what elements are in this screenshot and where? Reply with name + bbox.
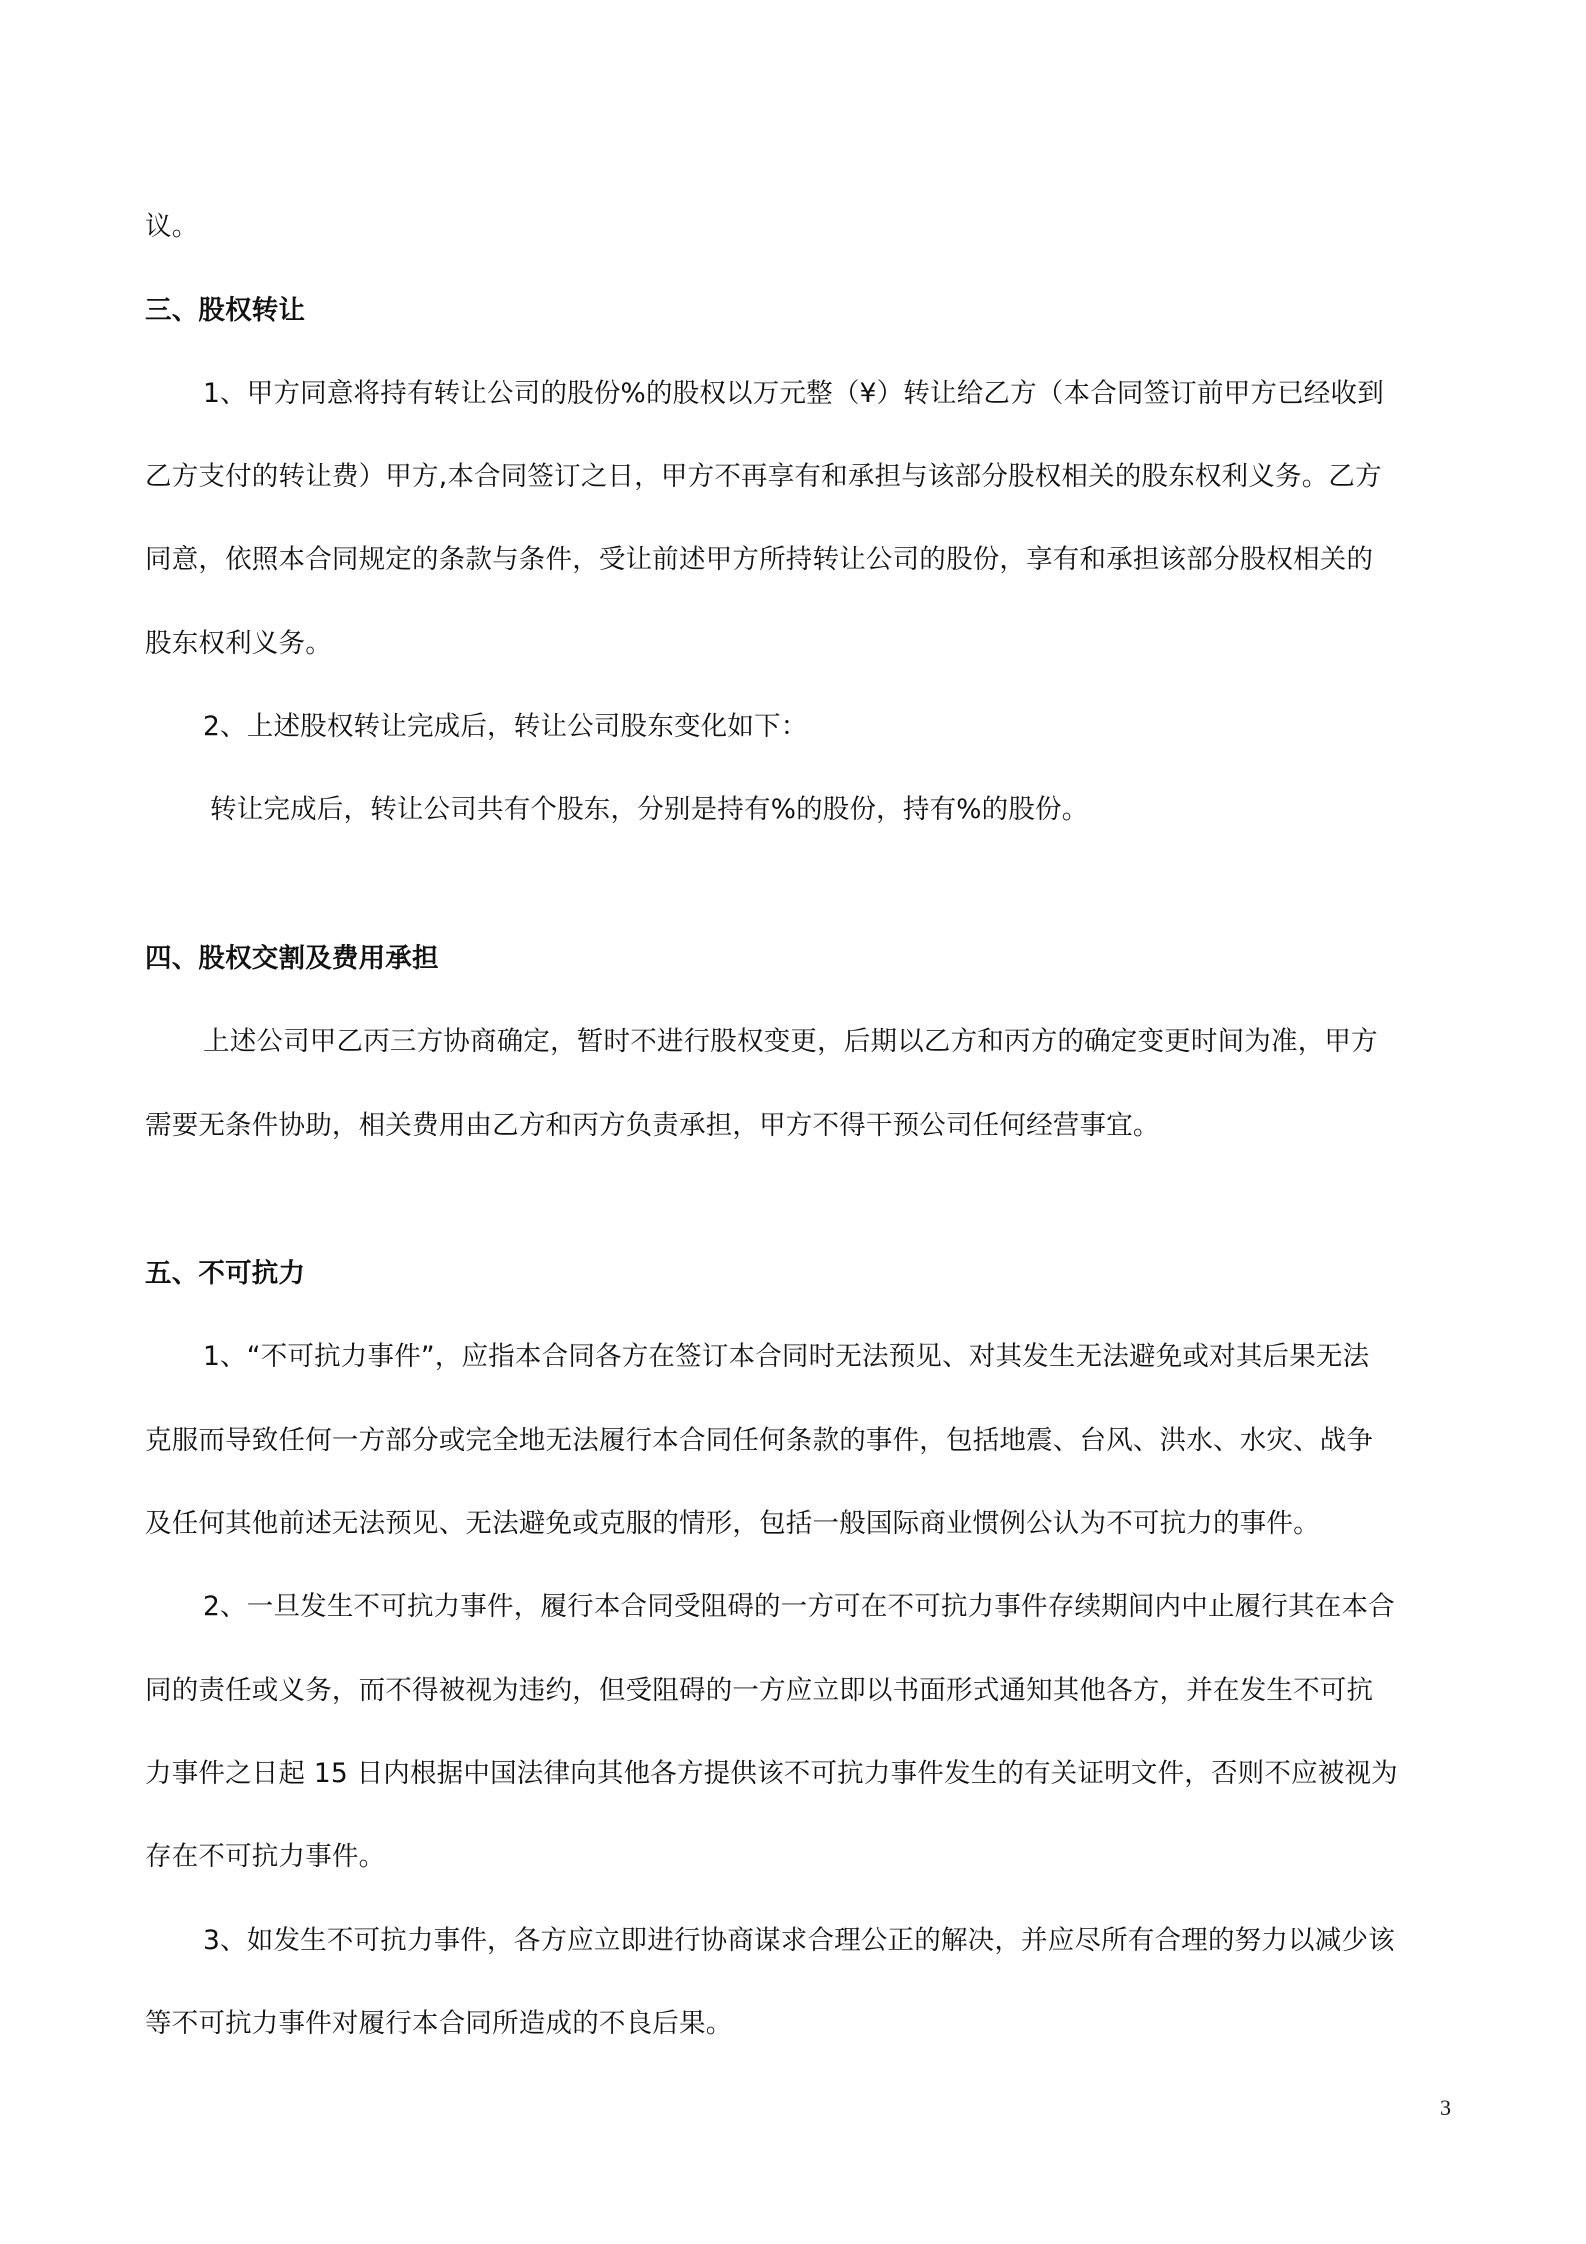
clause-5-3-line-1: 3、如发生不可抗力事件，各方应立即进行协商谋求合理公正的解决，并应尽所有合理的努力以减少该 [203, 1925, 1395, 1956]
clause-5-1-line-3: 及任何其他前述无法预见、无法避免或克服的情形，包括一般国际商业惯例公认为不可抗力的事件。 [145, 1508, 1320, 1539]
clause-5-2-line-4: 存在不可抗力事件。 [145, 1841, 386, 1872]
clause-3-2-line-1: 2、上述股权转让完成后，转让公司股东变化如下： [203, 711, 808, 742]
clause-3-1-line-2: 乙方支付的转让费）甲方,本合同签订之日，甲方不再享有和承担与该部分股权相关的股东权利义务。乙方 [145, 461, 1382, 492]
section-heading-force-majeure: 五、不可抗力 [145, 1258, 306, 1289]
clause-3-1-line-4: 股东权利义务。 [145, 628, 332, 659]
section-heading-equity-transfer: 三、股权转让 [145, 295, 306, 326]
clause-3-1-line-3: 同意，依照本合同规定的条款与条件，受让前述甲方所持转让公司的股份，享有和承担该部分股权相关的 [145, 544, 1374, 575]
clause-5-1-line-2: 克服而导致任何一方部分或完全地无法履行本合同任何条款的事件，包括地震、台风、洪水、水灾、战争 [145, 1425, 1374, 1456]
section-4-line-2: 需要无条件协助，相关费用由乙方和丙方负责承担，甲方不得干预公司任何经营事宜。 [145, 1110, 1160, 1141]
text-line-continuation: 议。 [145, 211, 199, 242]
section-4-line-1: 上述公司甲乙丙三方协商确定，暂时不进行股权变更，后期以乙方和丙方的确定变更时间为准，甲方 [203, 1026, 1378, 1057]
clause-5-2-line-2: 同的责任或义务，而不得被视为违约，但受阻碍的一方应立即以书面形式通知其他各方，并在发生不可抗 [145, 1675, 1374, 1706]
shareholder-change-line: 转让完成后，转让公司共有个股东，分别是持有%的股份，持有%的股份。 [210, 794, 1089, 825]
section-heading-delivery-costs: 四、股权交割及费用承担 [145, 943, 439, 974]
clause-5-2-line-1: 2、一旦发生不可抗力事件，履行本合同受阻碍的一方可在不可抗力事件存续期间内中止履行其在本合 [203, 1591, 1395, 1622]
clause-5-2-line-3: 力事件之日起 15 日内根据中国法律向其他各方提供该不可抗力事件发生的有关证明文件，否则不应被视为 [145, 1758, 1398, 1789]
clause-3-1-line-1: 1、甲方同意将持有转让公司的股份%的股权以万元整（¥）转让给乙方（本合同签订前甲方已经收到 [203, 378, 1384, 409]
clause-5-3-line-2: 等不可抗力事件对履行本合同所造成的不良后果。 [145, 2008, 733, 2039]
clause-5-1-line-1: 1、“不可抗力事件”，应指本合同各方在签订本合同时无法预见、对其发生无法避免或对其后果无法 [203, 1341, 1370, 1372]
page-number: 3 [1440, 2095, 1451, 2120]
